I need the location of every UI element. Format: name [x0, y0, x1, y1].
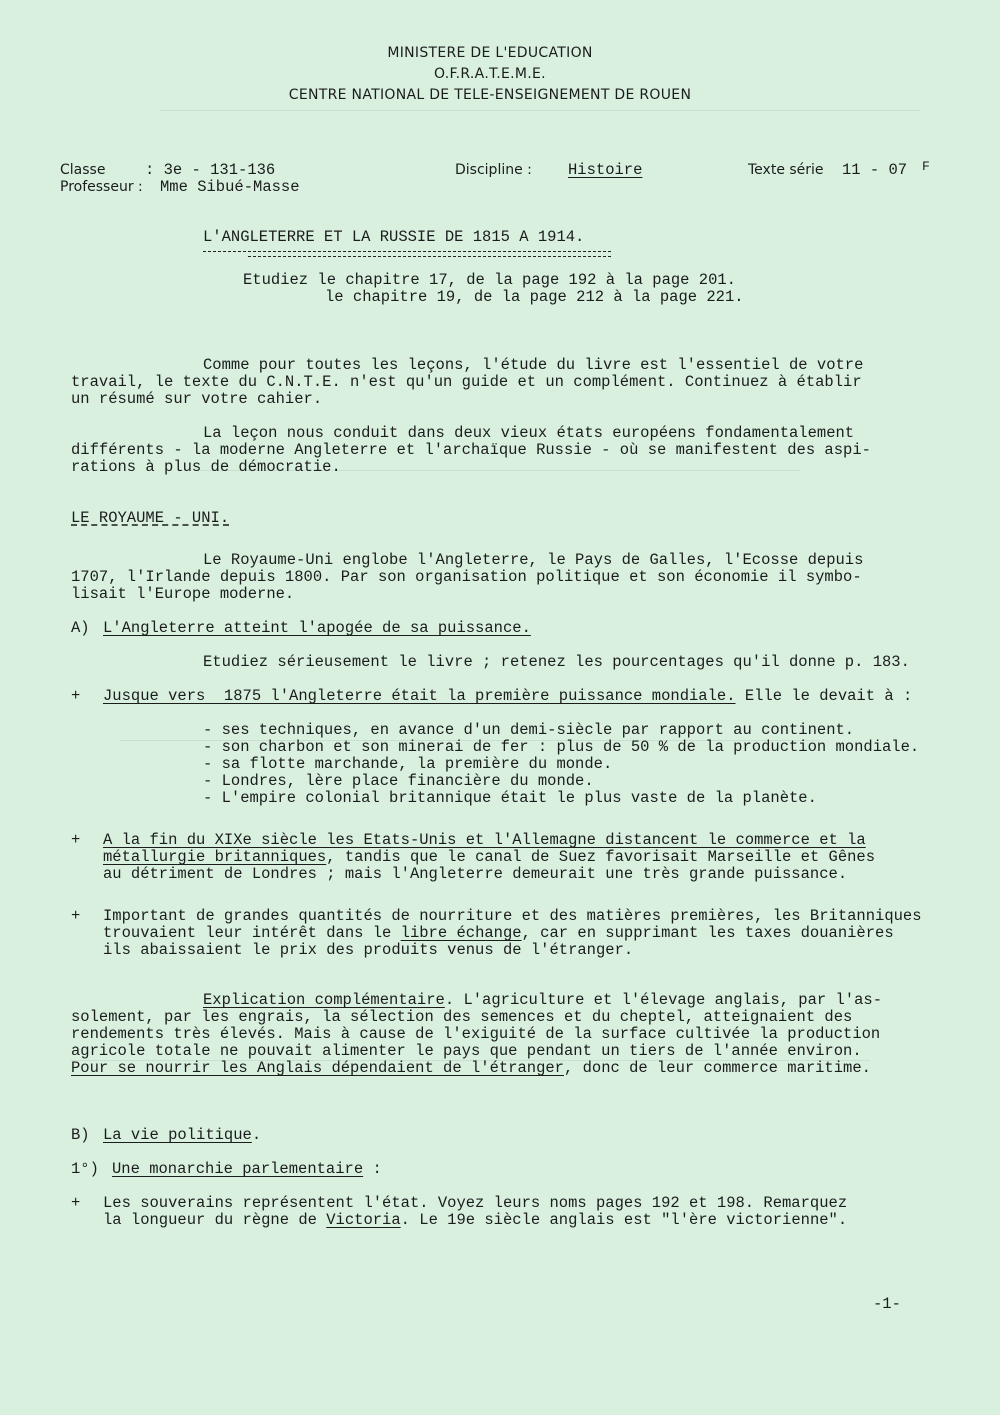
explication-l5-underlined: Pour se nourrir les Anglais dépendaient de l'étranger: [71, 1059, 564, 1077]
part-a-instruction: Etudiez sérieusement le livre ; retenez les pourcentages qu'il donne p. 183.: [203, 653, 910, 671]
study-line-1: Etudiez le chapitre 17, de la page 192 à la page 201.: [243, 271, 736, 289]
classe-value: : 3e - 131-136: [145, 161, 276, 179]
part-b-title-suffix: .: [251, 1126, 262, 1144]
intro-p2-l2: différents - la moderne Angleterre et l'archaïque Russie - où se manifestent des aspi-: [71, 441, 871, 459]
intro-p1-l1: Comme pour toutes les leçons, l'étude du livre est l'essentiel de votre: [203, 356, 864, 374]
document-title: L'ANGLETERRE ET LA RUSSIE DE 1815 A 1914.: [203, 228, 585, 246]
bullet-3-line-2-underlined: libre échange: [400, 924, 522, 942]
sub-prefix: 1°): [71, 1160, 99, 1178]
ru-para-l2: 1707, l'Irlande depuis 1800. Par son organisation politique et son économie il symbo-: [71, 568, 862, 586]
sub-title: Une monarchie parlementaire: [112, 1160, 364, 1178]
page-number: -1-: [873, 1295, 901, 1313]
classe-label: Classe: [60, 162, 106, 178]
explication-label: Explication complémentaire: [203, 991, 445, 1009]
bullet-plus-3: +: [71, 907, 81, 925]
texte-suffix: F: [922, 159, 930, 174]
professeur-value: Mme Sibué-Masse: [160, 178, 300, 196]
dash-item: - ses techniques, en avance d'un demi-siècle par rapport au continent.: [203, 721, 855, 739]
explication-l1-rest: . L'agriculture et l'élevage anglais, par l'as-: [444, 991, 883, 1009]
bullet-3-line-3: ils abaissaient le prix des produits venus de l'étranger.: [103, 941, 634, 959]
bullet-3-line-1: Important de grandes quantités de nourriture et des matières premières, les Britanniques: [103, 907, 922, 925]
intro-p2-l1: La leçon nous conduit dans deux vieux états européens fondamentalement: [203, 424, 855, 442]
intro-p2-l3: rations à plus de démocratie.: [71, 458, 341, 476]
dash-item: - L'empire colonial britannique était le plus vaste de la planète.: [203, 789, 817, 807]
bullet-b-line-2-b: . Le 19e siècle anglais est "l'ère victorienne".: [400, 1211, 848, 1229]
study-line-2: le chapitre 19, de la page 212 à la page 221.: [325, 288, 744, 306]
bullet-1-rest: Elle le devait à :: [735, 687, 913, 705]
explication-l4: agricole totale ne pouvait alimenter le pays que pendant un tiers de l'année environ.: [71, 1042, 862, 1060]
dash-item: - sa flotte marchande, la première du monde.: [203, 755, 613, 773]
part-a-prefix: A): [71, 619, 90, 637]
bullet-1-underlined: Jusque vers 1875 l'Angleterre était la première puissance mondiale.: [103, 687, 736, 705]
section-title: LE ROYAUME - UNI.: [71, 509, 230, 527]
part-a-title: L'Angleterre atteint l'apogée de sa puissance.: [103, 619, 531, 637]
ru-para-l1: Le Royaume-Uni englobe l'Angleterre, le Pays de Galles, l'Ecosse depuis: [203, 551, 864, 569]
sub-title-suffix: :: [363, 1160, 382, 1178]
bullet-2-line-1: A la fin du XIXe siècle les Etats-Unis et l'Allemagne distancent le commerce et la: [103, 831, 866, 849]
bullet-b-line-2-underlined: Victoria: [326, 1211, 401, 1229]
dash-item: - Londres, lère place financière du monde.: [203, 772, 594, 790]
texte-value: 11 - 07: [842, 161, 908, 179]
bullet-3-line-2-a: trouvaient leur intérêt dans le: [103, 924, 401, 942]
header-ministry: MINISTERE DE L'EDUCATION: [387, 45, 593, 61]
discipline-label: Discipline :: [455, 162, 532, 178]
title-underline-2: [248, 256, 611, 257]
header-ofrateme: O.F.R.A.T.E.M.E.: [434, 66, 546, 82]
header-centre: CENTRE NATIONAL DE TELE-ENSEIGNEMENT DE ROUEN: [288, 87, 692, 103]
texte-label: Texte série: [748, 162, 824, 178]
bullet-plus-1: +: [71, 687, 81, 705]
ru-para-l3: lisait l'Europe moderne.: [71, 585, 295, 603]
discipline-value: Histoire: [568, 161, 643, 179]
part-b-prefix: B): [71, 1126, 90, 1144]
bullet-3-line-2-b: , car en supprimant les taxes douanières: [521, 924, 894, 942]
explication-l3: rendements très élevés. Mais à cause de l'exiguité de la surface cultivée la production: [71, 1025, 881, 1043]
bullet-2-line-2-rest: , tandis que le canal de Suez favorisait Marseille et Gênes: [326, 848, 876, 866]
bullet-b-line-1: Les souverains représentent l'état. Voyez leurs noms pages 192 et 198. Remarquez: [103, 1194, 848, 1212]
professeur-label: Professeur :: [60, 179, 143, 195]
intro-p1-l2: travail, le texte du C.N.T.E. n'est qu'un guide et un complément. Continuez à établir: [71, 373, 862, 391]
bullet-2-line-2-underlined: métallurgie britanniques: [103, 848, 327, 866]
bullet-b-line-2-a: la longueur du règne de: [103, 1211, 327, 1229]
title-underline-1: [203, 251, 611, 252]
dash-item: - son charbon et son minerai de fer : plus de 50 % de la production mondiale.: [203, 738, 920, 756]
bullet-2-line-3: au détriment de Londres ; mais l'Angleterre demeurait une très grande puissance.: [103, 865, 848, 883]
bullet-plus-b: +: [71, 1194, 81, 1212]
part-b-title: La vie politique: [103, 1126, 252, 1144]
explication-l5-rest: , donc de leur commerce maritime.: [563, 1059, 871, 1077]
explication-l2: solement, par les engrais, la sélection des semences et du cheptel, atteignaient des: [71, 1008, 853, 1026]
intro-p1-l3: un résumé sur votre cahier.: [71, 390, 323, 408]
bullet-plus-2: +: [71, 831, 81, 849]
